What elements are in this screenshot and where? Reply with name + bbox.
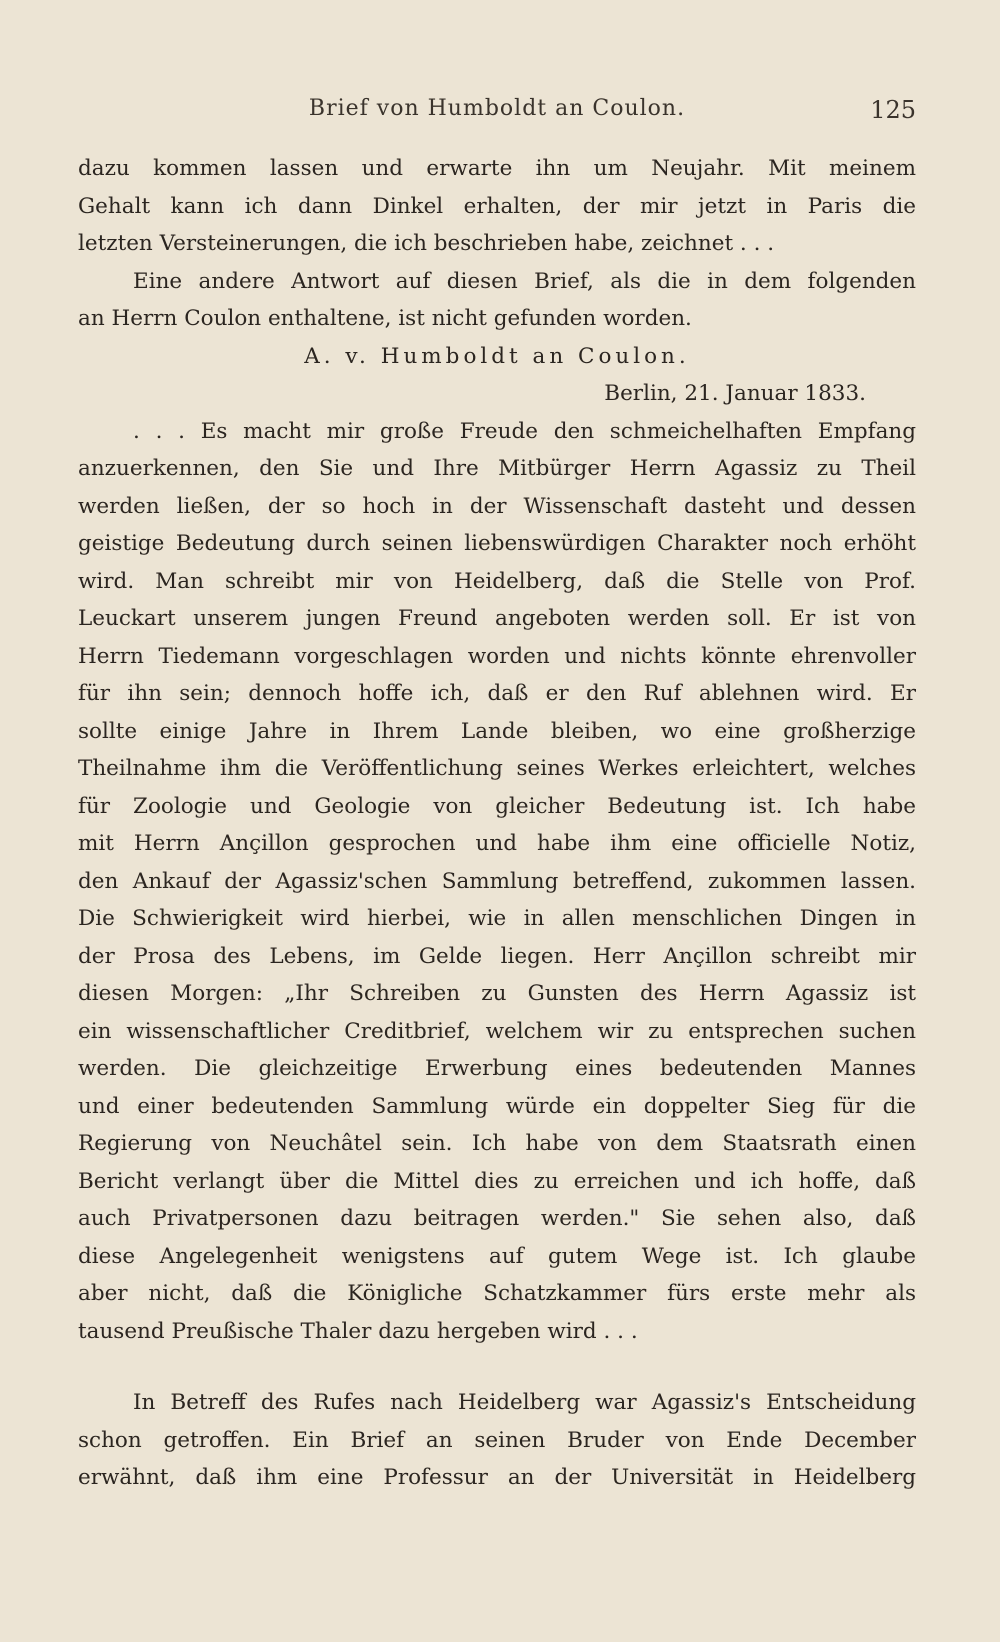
text-line: für ihn sein; dennoch hoffe ich, daß er den Ruf ablehnen wird. Er [78, 681, 916, 706]
text-line: diese Angelegenheit wenigstens auf gutem Wege ist. Ich glaube [78, 1243, 916, 1269]
text-line: dazu kommen lassen und erwarte ihn um Neujahr. Mit meinem [78, 156, 916, 181]
text-line: wird. Man schreibt mir von Heidelberg, daß die Stelle von Prof. [78, 568, 916, 594]
text-line: Leuckart unserem jungen Freund angeboten werden soll. Er ist von [78, 606, 916, 631]
body-text [78, 150, 916, 1497]
text-line: In Betreff des Rufes nach Heidelberg war Agassiz's Entscheidung [133, 1390, 916, 1415]
letter-heading: A. v. Humboldt an Coulon. [304, 343, 690, 369]
text-line: sollte einige Jahre in Ihrem Lande bleiben, wo eine großherzige [78, 718, 916, 744]
page-number: 125 [870, 96, 916, 124]
text-line: . . . Es macht mir große Freude den schmeichelhaften Empfang [133, 418, 916, 444]
text-line: Eine andere Antwort auf diesen Brief, als die in dem folgenden [133, 268, 916, 294]
text-line: den Ankauf der Agassiz'schen Sammlung betreffend, zukommen lassen. [78, 868, 916, 894]
text-line: letzten Versteinerungen, die ich beschrieben habe, zeichnet . . . [78, 231, 775, 256]
running-title: Brief von Humboldt an Coulon. [308, 96, 686, 121]
text-line: erwähnt, daß ihm eine Professur an der Universität in Heidelberg [78, 1465, 916, 1490]
text-line: schon getroffen. Ein Brief an seinen Bruder von Ende December [78, 1427, 916, 1453]
text-line: ein wissenschaftlicher Creditbrief, welchem wir zu entsprechen suchen [78, 1018, 916, 1044]
text-line: geistige Bedeutung durch seinen liebenswürdigen Charakter noch erhöht [78, 531, 916, 556]
page-header [78, 96, 916, 136]
text-line: werden ließen, der so hoch in der Wissenschaft dasteht und dessen [78, 493, 916, 519]
text-line: der Prosa des Lebens, im Gelde liegen. Herr Ançillon schreibt mir [78, 943, 916, 969]
letter-dateline: Berlin, 21. Januar 1833. [604, 381, 866, 406]
text-line: anzuerkennen, den Sie und Ihre Mitbürger Herrn Agassiz zu Theil [78, 456, 916, 481]
text-line: mit Herrn Ançillon gesprochen und habe ihm eine officielle Notiz, [78, 831, 916, 856]
text-line: auch Privatpersonen dazu beitragen werden." Sie sehen also, daß [78, 1206, 916, 1231]
text-line: diesen Morgen: „Ihr Schreiben zu Gunsten des Herrn Agassiz ist [78, 981, 916, 1006]
text-line: tausend Preußische Thaler dazu hergeben wird . . . [78, 1318, 638, 1344]
text-line: Die Schwierigkeit wird hierbei, wie in allen menschlichen Dingen in [78, 906, 916, 931]
text-line: werden. Die gleichzeitige Erwerbung eines bedeutenden Mannes [78, 1056, 916, 1081]
text-line: Theilnahme ihm die Veröffentlichung seines Werkes erleichtert, welches [78, 756, 916, 781]
paragraph-gap [78, 1350, 916, 1384]
text-line: Regierung von Neuchâtel sein. Ich habe von dem Staatsrath einen [78, 1131, 916, 1156]
text-line: an Herrn Coulon enthaltene, ist nicht gefunden worden. [78, 306, 692, 331]
text-line: Herrn Tiedemann vorgeschlagen worden und nichts könnte ehrenvoller [78, 643, 916, 669]
text-line: und einer bedeutenden Sammlung würde ein doppelter Sieg für die [78, 1093, 916, 1119]
text-line: Bericht verlangt über die Mittel dies zu erreichen und ich hoffe, daß [78, 1168, 916, 1194]
text-line: für Zoologie und Geologie von gleicher Bedeutung ist. Ich habe [78, 793, 916, 819]
text-line: Gehalt kann ich dann Dinkel erhalten, der mir jetzt in Paris die [78, 193, 916, 219]
text-line: aber nicht, daß die Königliche Schatzkammer fürs erste mehr als [78, 1281, 916, 1306]
